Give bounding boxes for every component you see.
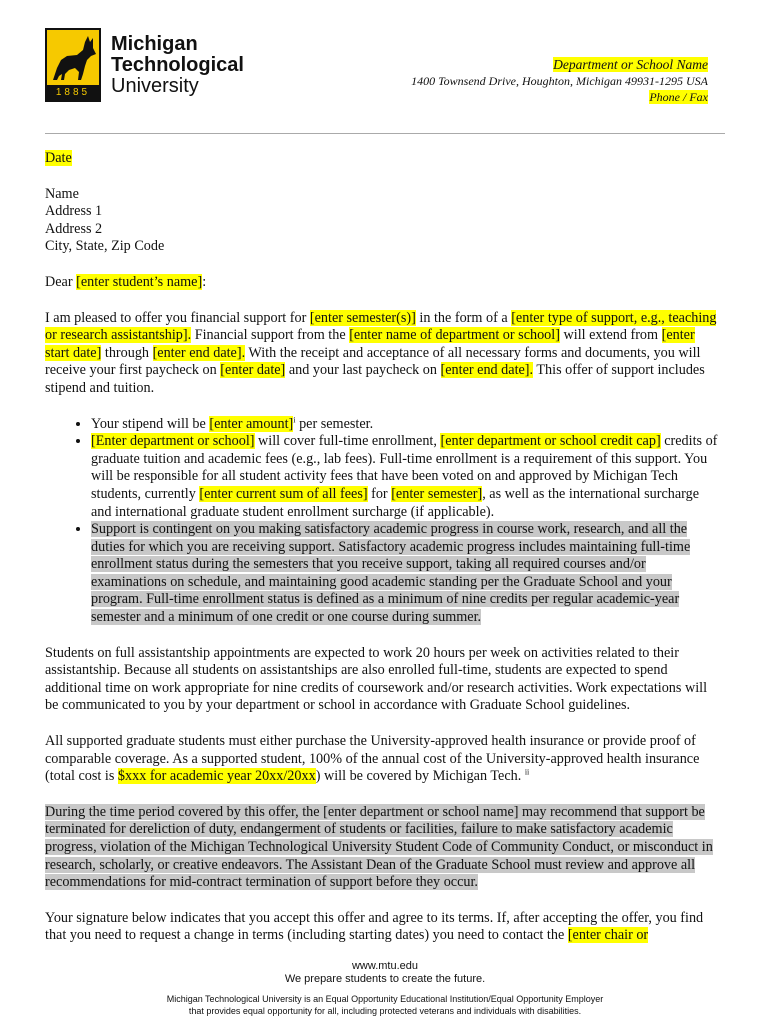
end-date-field: [enter end date].	[152, 344, 246, 361]
text: , as well as the international surcharge and international graduate student enrollment surcharge (if applicable).	[91, 485, 700, 520]
text: Your stipend will be	[91, 415, 210, 432]
address-line: Address 2	[45, 220, 103, 237]
signature-paragraph	[45, 910, 722, 945]
footer-eeo-line-1: Michigan Technological University is an Equal Opportunity Educational Institution/Equal Opportunity Employer	[166, 994, 604, 1004]
insurance-cost-field: $xxx for academic year 20xx/20xx	[117, 768, 316, 785]
list-item	[91, 521, 722, 627]
credit-cap-field: [enter department or school credit cap]	[440, 433, 661, 450]
termination-paragraph	[45, 804, 722, 892]
department-field: [enter name of department or school]	[349, 327, 560, 344]
text: and your last paycheck on	[285, 362, 441, 379]
footer-eeo-line-2: that provides equal opportunity for all, including protected veterans and individuals with disabilities.	[188, 1006, 582, 1016]
footnote-ref: i	[293, 414, 296, 424]
text: I am pleased to offer you financial support for	[45, 309, 310, 326]
footnote-ref: ii	[524, 767, 530, 777]
salutation-colon: :	[202, 273, 207, 290]
department-name: Department or School Name	[553, 57, 708, 72]
start-date-field: [enter start date]	[45, 327, 695, 361]
footer-tagline: We prepare students to create the future.	[284, 973, 486, 985]
logo-year: 1885	[47, 85, 99, 100]
support-type-field: [enter type of support, e.g., teaching or research assistantship].	[45, 309, 717, 344]
address-line: City, State, Zip Code	[45, 238, 165, 255]
husky-icon	[47, 30, 99, 86]
page-footer	[0, 960, 770, 1017]
text: per semester.	[295, 415, 374, 432]
address-line: Name	[45, 185, 79, 202]
semester-field: [enter semester]	[391, 485, 483, 502]
text: Your signature below indicates that you accept this offer and agree to its terms. If, after accepting the offer, you find that you need to request a change in terms (including starting dates) you need to contact the	[45, 909, 704, 944]
logo-wordmark	[111, 34, 244, 97]
semester-field: [enter semester(s)]	[309, 309, 416, 326]
text: Financial support from the	[191, 327, 350, 344]
student-name-field: [enter student’s name]	[76, 273, 203, 290]
letterhead-phone: Phone / Fax	[649, 90, 708, 104]
logo-line-1: Michigan	[111, 33, 198, 55]
list-item	[91, 433, 722, 521]
text: All supported graduate students must either purchase the University-approved health insurance or provide proof of comparable coverage. As a supported student, 100% of the annual cost of the University-approved health insurance (total cost is	[45, 733, 700, 785]
fees-field: [enter current sum of all fees]	[199, 485, 368, 502]
footer-url[interactable]: www.mtu.edu	[351, 960, 419, 972]
logo-line-3: University	[111, 75, 199, 97]
stipend-amount-field: [enter amount]	[209, 415, 294, 432]
text: will extend from	[559, 327, 662, 344]
header-divider	[45, 133, 725, 134]
insurance-paragraph	[45, 733, 722, 786]
list-item	[91, 416, 722, 434]
logo-line-2: Technological	[111, 54, 244, 76]
contact-field: [enter chair or	[567, 927, 649, 944]
termination-text: During the time period covered by this offer, the [enter department or school name] may recommend that support be terminated for dereliction of duty, endangerment of students or facilities, failure to make satisfactory academic progress, violation of the Michigan Technological University Student Code of Community Conduct, or misconduct in research, scholarly, or creative endeavors. The Assistant Dean of the Graduate School must review and approve all recommendations for mid-contract termination of support before they occur.	[45, 803, 713, 891]
progress-requirement-text: Support is contingent on you making satisfactory academic progress in course work, research, and all the duties for which you are receiving support. Satisfactory academic progress includes maintaining full-time enrollment status during the semesters that you receive support, taking all required courses and/or examinations on schedule, and maintaining good academic standing per the Graduate School and your program. Full-time enrollment status is defined as a minimum of nine credits per regular academic-year semester and a minimum of one credit or one course during summer.	[91, 521, 691, 626]
salutation	[45, 274, 722, 292]
text: This offer of support includes stipend and tuition.	[45, 362, 705, 396]
letterhead-address: 1400 Townsend Drive, Houghton, Michigan 49931-1295 USA	[411, 74, 708, 88]
logo-emblem	[45, 28, 101, 102]
university-logo	[45, 28, 257, 102]
text: ) will be covered by Michigan Tech.	[315, 768, 525, 785]
address-line: Address 1	[45, 203, 103, 220]
salutation-text: Dear	[45, 273, 77, 290]
text: in the form of a	[415, 309, 512, 326]
paycheck-date-field: [enter date]	[220, 362, 286, 379]
letterhead-contact	[411, 57, 708, 105]
department-field: [Enter department or school]	[91, 433, 255, 450]
offer-paragraph	[45, 310, 722, 398]
text: will cover full-time enrollment,	[254, 433, 441, 450]
support-terms-list	[45, 416, 722, 627]
text: through	[101, 344, 153, 361]
recipient-address	[45, 186, 722, 256]
text: for	[367, 485, 392, 502]
letter-date: Date	[45, 150, 72, 166]
last-paycheck-field: [enter end date].	[440, 362, 534, 379]
text: credits of graduate tuition and academic fees (e.g., lab fees). Full-time enrollment is a requirement of this support. You will be responsible for all student activity fees that have been voted on and approved by Michigan Tech students, currently	[91, 433, 718, 502]
text: With the receipt and acceptance of all necessary forms and documents, you will receive your first paycheck on	[45, 344, 701, 379]
letter-body	[45, 150, 722, 963]
assistantship-paragraph: Students on full assistantship appointments are expected to work 20 hours per week on activities related to their assistantship. Because all students on assistantships are also enrolled full-time, students are expected to spend additional time on work appropriate for nine credits of coursework and/or research activities. Work expectations will be communicated to you by your department or school in accordance with Graduate School guidelines.	[45, 644, 708, 714]
